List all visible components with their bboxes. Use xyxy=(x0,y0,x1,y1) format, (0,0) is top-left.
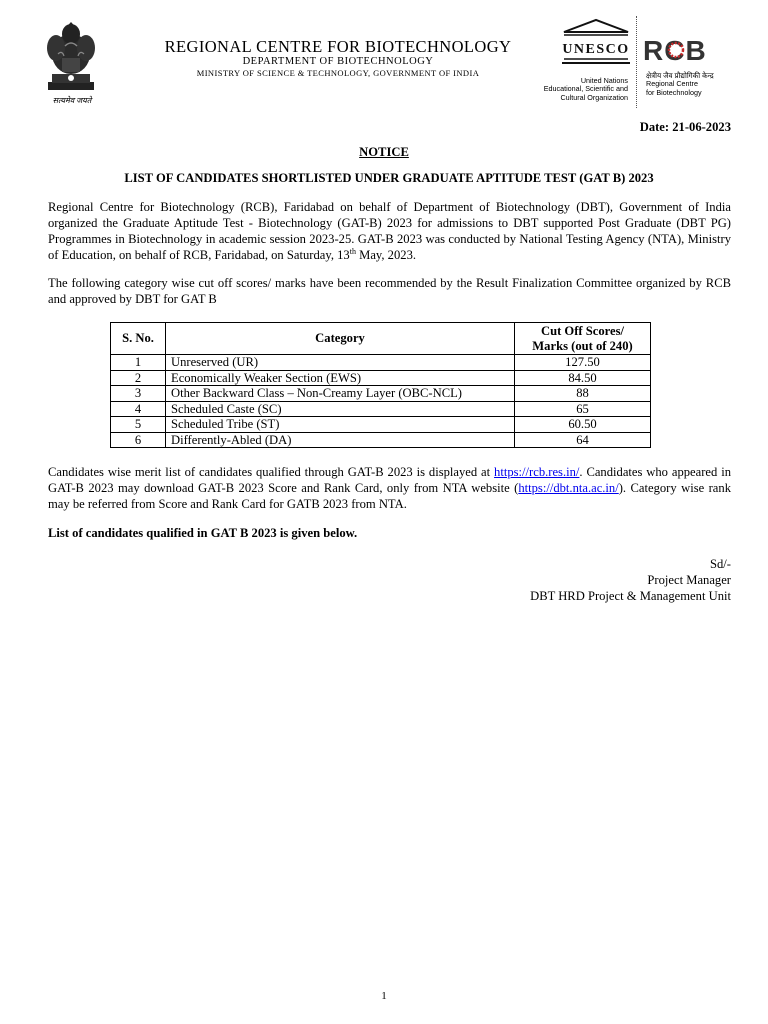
list-heading: LIST OF CANDIDATES SHORTLISTED UNDER GRADUATE APTITUDE TEST (GAT B) 2023 xyxy=(124,171,654,185)
header-cutoff-line1: Cut Off Scores/ xyxy=(540,324,624,338)
cell-score: 64 xyxy=(515,432,651,448)
organization-block xyxy=(112,38,564,79)
table-header-row xyxy=(111,323,651,355)
cell-sno: 2 xyxy=(111,370,166,386)
date-superscript: th xyxy=(349,246,356,256)
rcb-caption xyxy=(646,72,756,97)
unesco-caption-line: Cultural Organization xyxy=(560,92,628,102)
rcb-caption-line: for Biotechnology xyxy=(646,87,702,97)
cutoff-table xyxy=(110,322,651,448)
header-category: Category xyxy=(166,323,515,355)
header-cutoff xyxy=(515,323,651,355)
header-divider xyxy=(636,16,637,108)
letterhead xyxy=(0,0,768,115)
table-row xyxy=(111,386,651,402)
cell-score: 88 xyxy=(515,386,651,402)
cell-score: 65 xyxy=(515,401,651,417)
qualified-list-note: List of candidates qualified in GAT B 2023 is given below. xyxy=(48,526,358,540)
page-number: 1 xyxy=(381,990,387,1002)
header-cutoff-line2: Marks (out of 240) xyxy=(532,338,633,353)
intro-text: Regional Centre for Biotechnology (RCB), Faridabad on behalf of Department of Biotechnology (DBT), Government of India organized the Graduate Aptitude Test - Biotechnology (GAT-B) 2023 for admissions to DBT supported Post Graduate (DBT PG) Programmes in Biotechnology in academic session 2023-25. GAT-B 2023 was conducted by National Testing Agency (NTA), Ministry of Education, on behalf of RCB, Faridabad, on Saturday, 13 xyxy=(48,200,731,262)
notice-heading: NOTICE xyxy=(359,145,409,159)
table-row xyxy=(111,417,651,433)
signatory-title: Project Manager xyxy=(647,573,731,587)
cell-sno: 6 xyxy=(111,432,166,448)
cell-sno: 5 xyxy=(111,417,166,433)
cell-score: 60.50 xyxy=(515,417,651,433)
rcb-caption-line: Regional Centre xyxy=(646,79,698,89)
rcb-caption-hindi: क्षेत्रीय जैव प्रौद्योगिकी केन्द्र xyxy=(646,71,714,80)
cell-category: Scheduled Tribe (ST) xyxy=(166,417,515,433)
merit-text-mid: . Candidates who appeared in GAT-B 2023 may download GAT-B 2023 Score and Rank Card, only from NTA website ( xyxy=(48,465,732,495)
merit-text-end: ). Category wise rank may be referred from Score and Rank Card for GATB 2023 from NTA. xyxy=(48,481,731,511)
notice-date: Date: 21-06-2023 xyxy=(639,120,731,134)
cell-category: Differently-Abled (DA) xyxy=(166,432,515,448)
department-name: DEPARTMENT OF BIOTECHNOLOGY xyxy=(242,56,434,67)
rcb-website-link[interactable]: https://rcb.res.in/ xyxy=(494,465,580,479)
unesco-wordmark: UNESCO xyxy=(562,42,630,57)
cell-category: Other Backward Class – Non-Creamy Layer (OBC-NCL) xyxy=(166,386,515,402)
cell-sno: 3 xyxy=(111,386,166,402)
signature-sd: Sd/- xyxy=(710,557,731,571)
header-sno: S. No. xyxy=(111,323,166,355)
cell-score: 127.50 xyxy=(515,355,651,371)
emblem-motto: सत्यमेव जयते xyxy=(52,96,92,105)
unesco-caption-line: Educational, Scientific and xyxy=(543,84,628,94)
merit-text: Candidates wise merit list of candidates qualified through GAT-B 2023 is displayed at xyxy=(48,465,495,479)
table-row xyxy=(111,432,651,448)
table-row xyxy=(111,355,651,371)
cell-sno: 1 xyxy=(111,355,166,371)
cell-score: 84.50 xyxy=(515,370,651,386)
table-row xyxy=(111,401,651,417)
table-row xyxy=(111,370,651,386)
cell-category: Economically Weaker Section (EWS) xyxy=(166,370,515,386)
cell-category: Scheduled Caste (SC) xyxy=(166,401,515,417)
cell-category: Unreserved (UR) xyxy=(166,355,515,371)
cutoff-paragraph: The following category wise cut off scores/ marks have been recommended by the Result Finalization Committee organized by RCB and approved by DBT for GAT B xyxy=(48,276,731,306)
cell-sno: 4 xyxy=(111,401,166,417)
unesco-logo-icon xyxy=(560,18,632,66)
ministry-name: MINISTRY OF SCIENCE & TECHNOLOGY, GOVERNMENT OF INDIA xyxy=(196,68,480,78)
merit-list-paragraph xyxy=(48,464,731,512)
rcb-logo-icon xyxy=(641,30,717,70)
rcb-wordmark: RCB xyxy=(643,35,707,66)
unesco-caption-line: United Nations xyxy=(580,76,628,85)
unesco-caption xyxy=(500,77,628,102)
intro-text-end: May, 2023. xyxy=(355,248,417,262)
nta-website-link[interactable]: https://dbt.nta.ac.in/ xyxy=(518,481,619,495)
intro-paragraph xyxy=(48,199,731,263)
signature-block xyxy=(530,556,731,604)
organization-name: REGIONAL CENTRE FOR BIOTECHNOLOGY xyxy=(164,37,512,56)
signatory-unit: DBT HRD Project & Management Unit xyxy=(530,589,731,603)
